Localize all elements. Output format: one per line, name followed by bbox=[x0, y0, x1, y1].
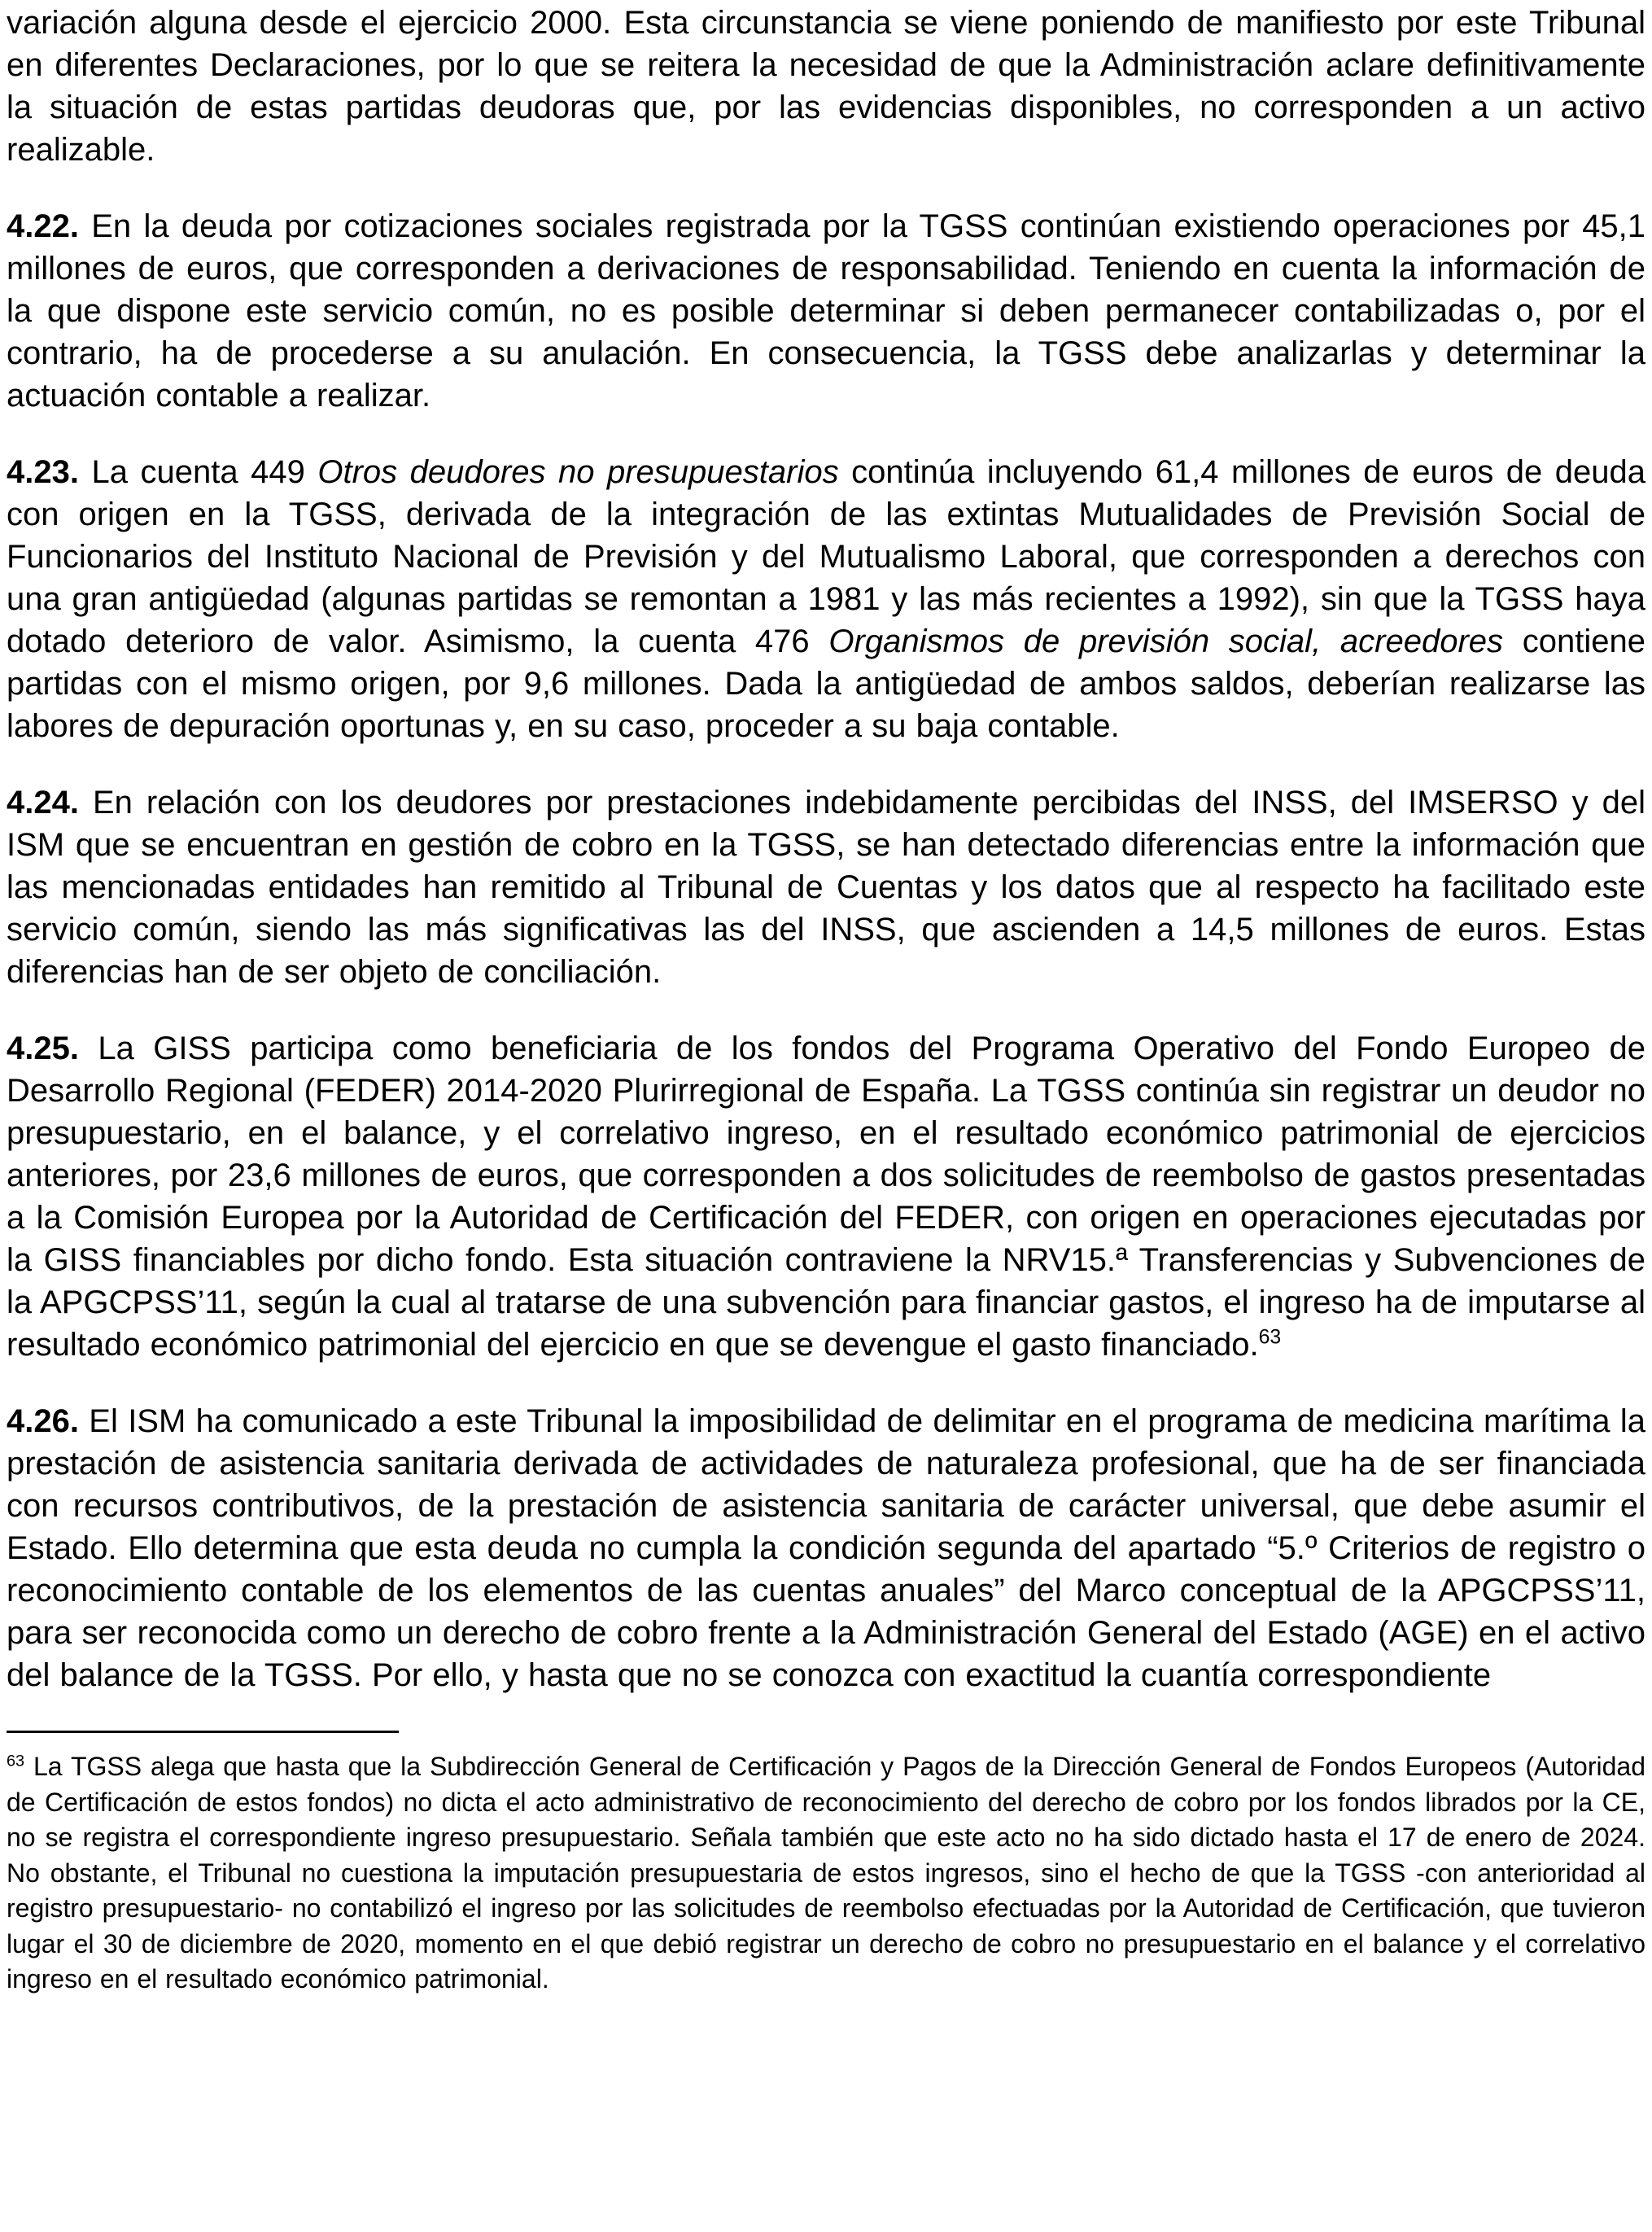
text-segment: 4.23. bbox=[7, 454, 79, 490]
text-segment: variación alguna desde el ejercicio 2000. Esta circunstancia se viene poniendo de manifiesto por este Tribunal en diferentes Declaraciones, por lo que se reitera la necesidad de que la Administración aclare definitivamente la situación de estas partidas deudoras que, por las evidencias disponibles, no corresponden a un activo realizable. bbox=[7, 5, 1645, 168]
text-segment: 4.22. bbox=[7, 208, 79, 244]
paragraph-4-24 bbox=[7, 781, 1645, 993]
text-segment: Otros deudores no presupuestarios bbox=[317, 454, 839, 490]
text-segment: En relación con los deudores por prestaciones indebidamente percibidas del INSS, del IMSERSO y del ISM que se encuentran en gestión de cobro en la TGSS, se han detectado diferencias entre la información que las mencionadas entidades han remitido al Tribunal de Cuentas y los datos que al respecto ha facilitado este servicio común, siendo las más significativas las del INSS, que ascienden a 14,5 millones de euros. Estas diferencias han de ser objeto de conciliación. bbox=[7, 785, 1645, 990]
text-segment: La cuenta 449 bbox=[78, 454, 318, 490]
paragraph-continuation bbox=[7, 2, 1645, 171]
footnote-separator bbox=[7, 1731, 399, 1733]
text-segment: contiene partidas con el mismo origen, por 9,6 millones. Dada la antigüedad de ambos saldos, deberían realizarse las labores de depuración oportunas y, en su caso, proceder a su baja contable. bbox=[7, 624, 1646, 744]
paragraph-4-22 bbox=[7, 205, 1645, 417]
paragraph-4-23 bbox=[7, 451, 1645, 747]
text-segment: continúa incluyendo 61,4 millones de euros de deuda con origen en la TGSS, derivada de la integración de las extintas Mutualidades de Previsión Social de Funcionarios del Instituto Nacional de Previsión y del Mutualismo Laboral, que corresponden a derechos con una gran antigüedad (algunas partidas se remontan a 1981 y las más recientes a 1992), sin que la TGSS haya dotado deterioro de valor. Asimismo, la cuenta 476 bbox=[7, 454, 1646, 659]
text-segment: Organismos de previsión social, acreedores bbox=[828, 624, 1504, 659]
text-segment: 4.24. bbox=[7, 785, 79, 821]
text-segment: La GISS participa como beneficiaria de los fondos del Programa Operativo del Fondo Europeo de Desarrollo Regional (FEDER) 2014-2020 Plurirregional de España. La TGSS continúa sin registrar un deudor no presupuestario, en el balance, y el correlativo ingreso, en el resultado económico patrimonial de ejercicios anteriores, por 23,6 millones de euros, que corresponden a dos solicitudes de reembolso de gastos presentadas a la Comisión Europea por la Autoridad de Certificación del FEDER, con origen en operaciones ejecutadas por la GISS financiables por dicho fondo. Esta situación contraviene la NRV15.ª Transferencias y Subvenciones de la APGCPSS’11, según la cual al tratarse de una subvención para financiar gastos, el ingreso ha de imputarse al resultado económico patrimonial del ejercicio en que se devengue el gasto financiado. bbox=[7, 1031, 1645, 1363]
footnote-reference: 63 bbox=[1258, 1326, 1282, 1349]
text-segment: 4.26. bbox=[7, 1403, 79, 1439]
footnote-reference: 63 bbox=[7, 1752, 25, 1770]
text-segment: 4.25. bbox=[7, 1031, 79, 1066]
text-segment: El ISM ha comunicado a este Tribunal la imposibilidad de delimitar en el programa de medicina marítima la prestación de asistencia sanitaria derivada de actividades de naturaleza profesional, que ha de ser financiada con recursos contributivos, de la prestación de asistencia sanitaria de carácter universal, que debe asumir el Estado. Ello determina que esta deuda no cumpla la condición segunda del apartado “5.º Criterios de registro o reconocimiento contable de los elementos de las cuentas anuales” del Marco conceptual de la APGCPSS’11, para ser reconocida como un derecho de cobro frente a la Administración General del Estado (AGE) en el activo del balance de la TGSS. Por ello, y hasta que no se conozca con exactitud la cuantía correspondiente bbox=[7, 1403, 1645, 1693]
footnote-63 bbox=[7, 1749, 1645, 1998]
text-segment: En la deuda por cotizaciones sociales registrada por la TGSS continúan existiendo operaciones por 45,1 millones de euros, que corresponden a derivaciones de responsabilidad. Teniendo en cuenta la información de la que dispone este servicio común, no es posible determinar si deben permanecer contabilizadas o, por el contrario, ha de procederse a su anulación. En consecuencia, la TGSS debe analizarlas y determinar la actuación contable a realizar. bbox=[7, 208, 1645, 414]
paragraph-4-25 bbox=[7, 1027, 1645, 1366]
paragraph-4-26 bbox=[7, 1400, 1645, 1696]
text-segment: La TGSS alega que hasta que la Subdirección General de Certificación y Pagos de la Dirección General de Fondos Europeos (Autoridad de Certificación de estos fondos) no dicta el acto administrativo de reconocimiento del derecho de cobro por los fondos librados por la CE, no se registra el correspondiente ingreso presupuestario. Señala también que este acto no ha sido dictado hasta el 17 de enero de 2024. No obstante, el Tribunal no cuestiona la imputación presupuestaria de estos ingresos, sino el hecho de que la TGSS -con anterioridad al registro presupuestario- no contabilizó el ingreso por las solicitudes de reembolso efectuadas por la Autoridad de Certificación, que tuvieron lugar el 30 de diciembre de 2020, momento en el que debió registrar un derecho de cobro no presupuestario en el balance y el correlativo ingreso en el resultado económico patrimonial. bbox=[7, 1752, 1645, 1994]
